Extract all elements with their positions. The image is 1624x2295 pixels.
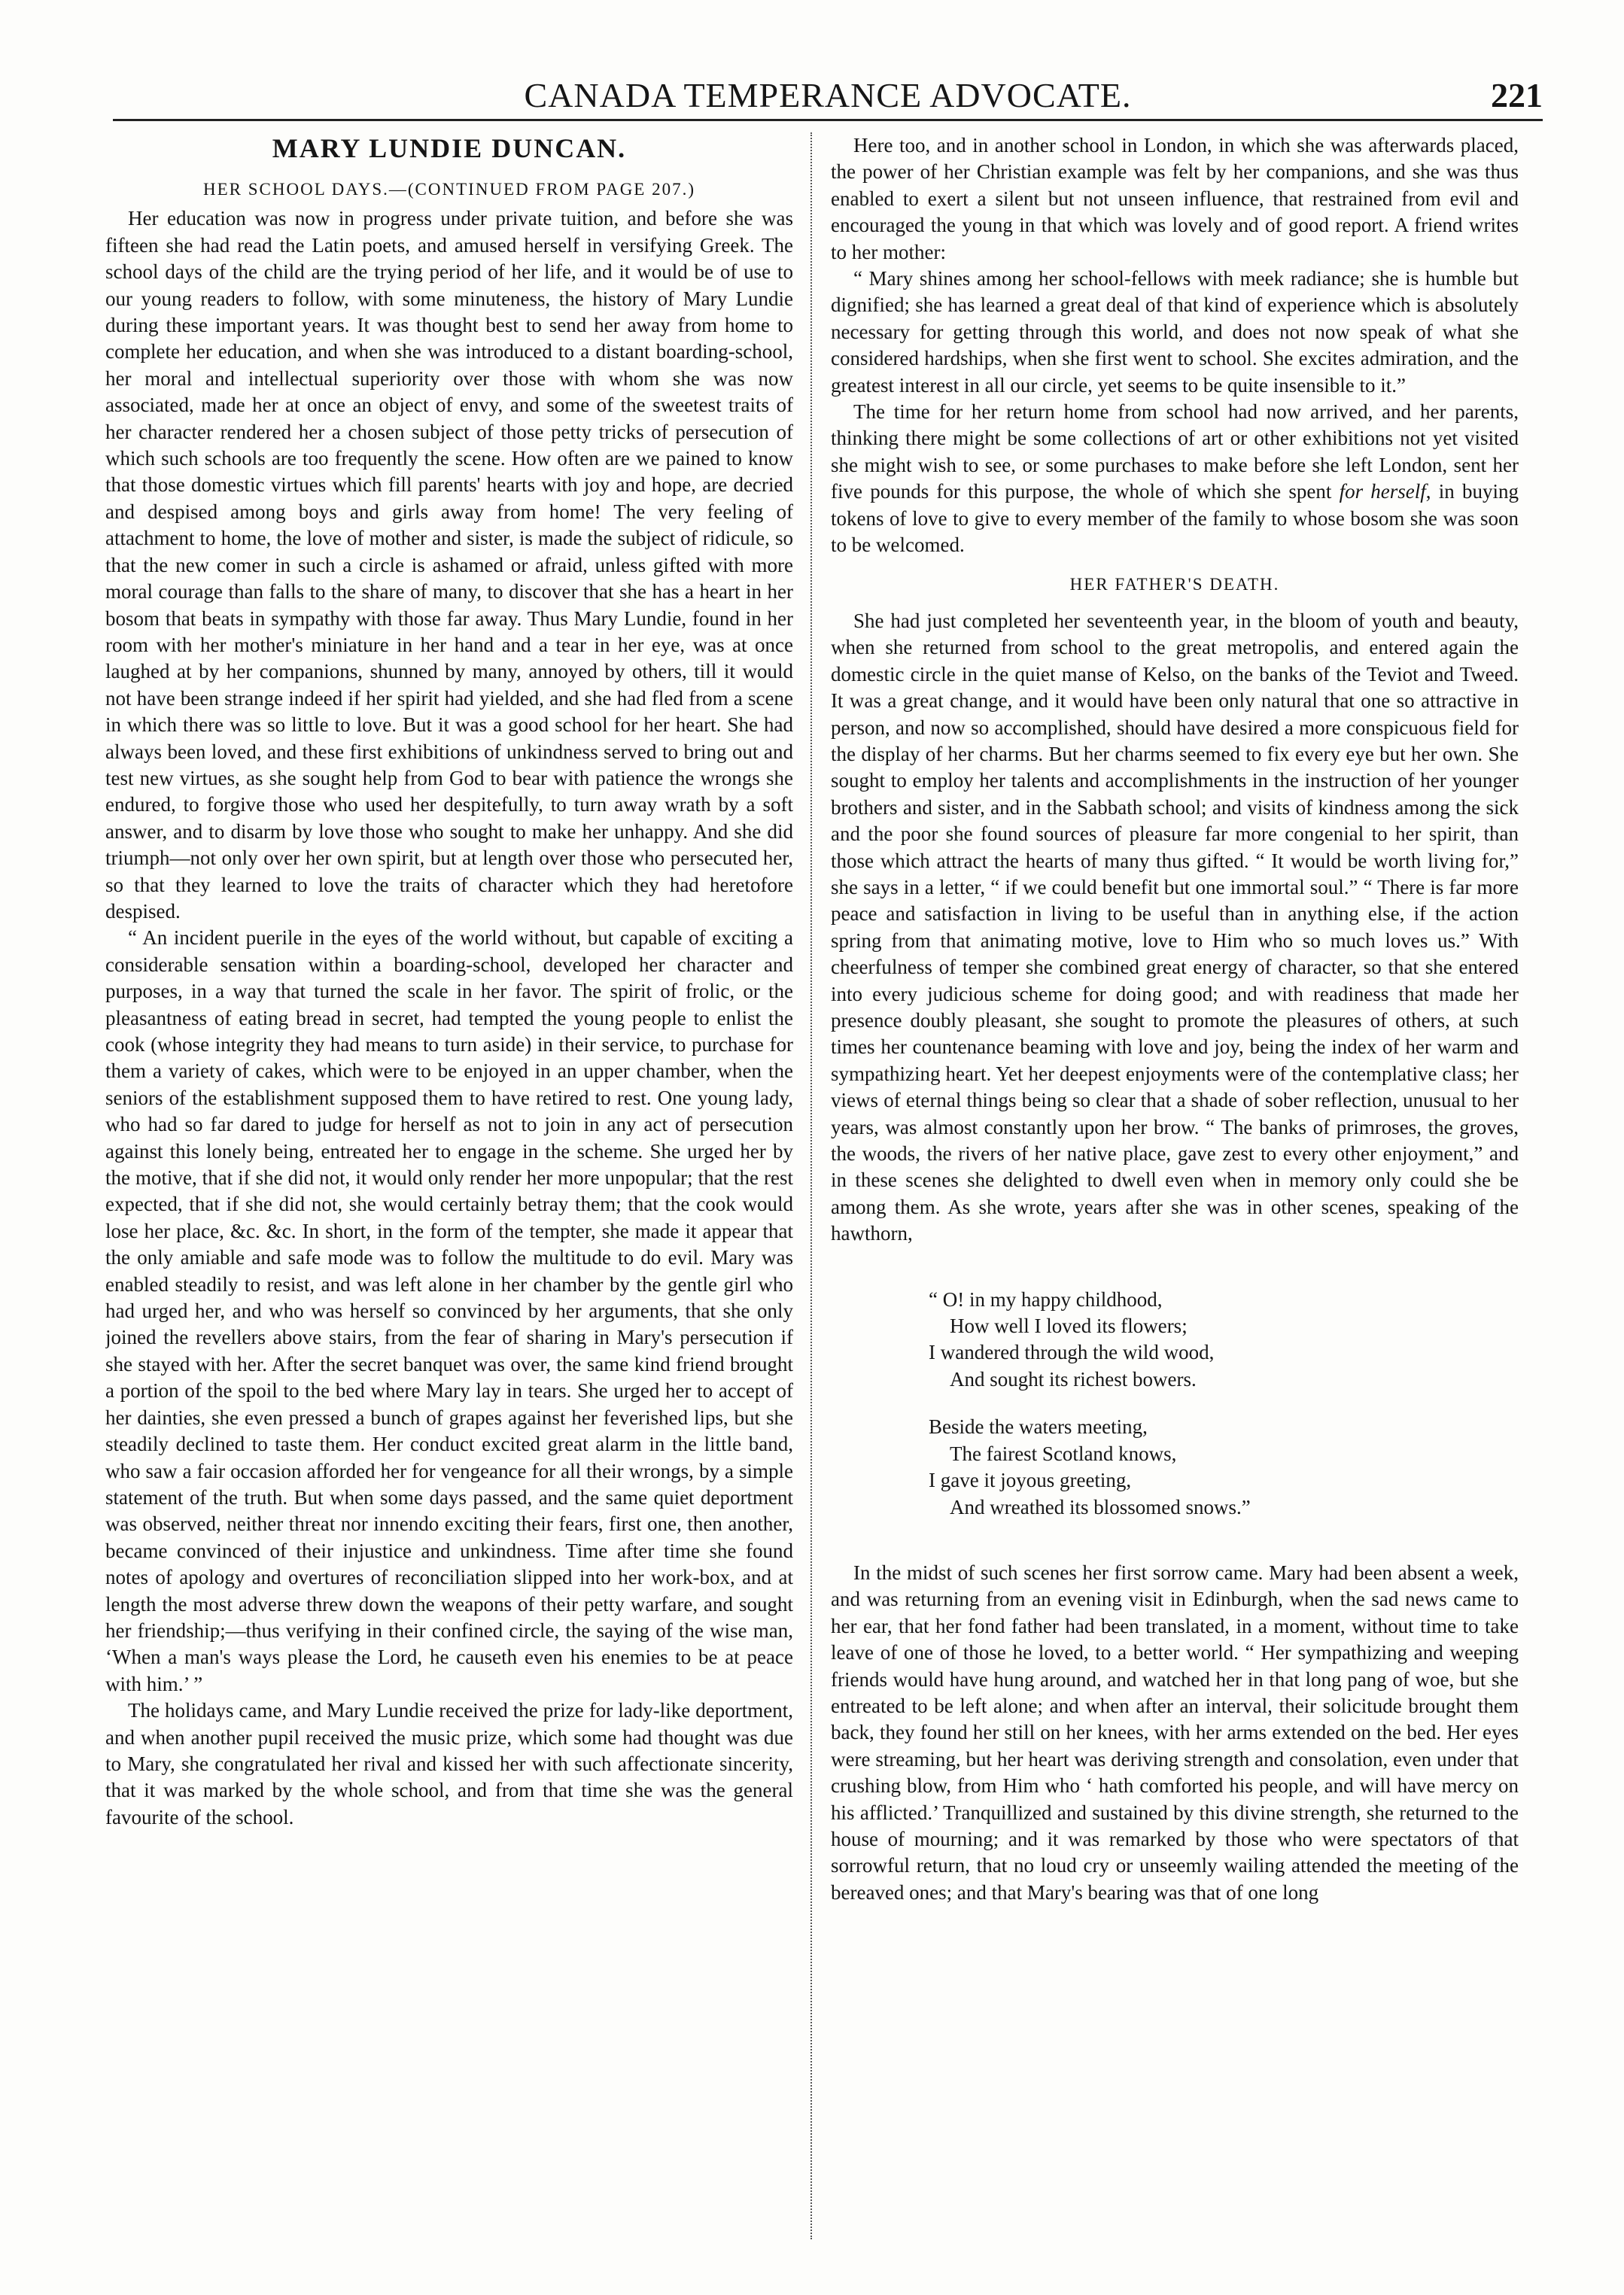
article-title: MARY LUNDIE DUNCAN.	[272, 133, 627, 163]
paragraph: “ An incident puerile in the eyes of the world without, but capable of exciting a considerable sensation within a boarding-school, developed her character and purposes, in a way that turned the scale in her favor. The spirit of frolic, or the pleasantness of eating bread in secret, had tempted the young people to enlist the cook (whose integrity they had means to turn aside) in their service, to purchase for them a variety of cakes, which were to be enjoyed in an upper chamber, when the seniors of the establishment supposed them to have retired to rest. One young lady, who had so far dared to judge for herself as not to join in any act of persecution against this lonely being, entreated her to engage in the scheme. She urged her by the motive, that if she did not, it would only render her more unpopular; that the rest expected, that if she did not, she would certainly betray them; that the cook would lose her place, &c. &c. In short, in the form of the tempter, she made it appear that the only amiable and safe mode was to follow the multitude to do evil. Mary was enabled steadily to resist, and was left alone in her chamber by the gentle girl who had urged her, and who was herself so convinced by her arguments, that she only joined the revellers above stairs, from the fear of sharing in Mary's persecution if she stayed with her. After the secret banquet was over, the same kind friend brought a portion of the spoil to the bed where Mary lay in tears. She urged her to accept of her dainties, she even pressed a bunch of grapes against her feverished lips, but she steadily declined to taste them. Her conduct excited great alarm in the little band, who saw a fair occasion afforded her for vengeance for all their wrongs, by a simple statement of the truth. But when some days passed, and the same quiet deportment was observed, neither threat nor innendo exciting their fears, first one, then another, became convinced of their injustice and unkindness. Time after time she found notes of apology and overtures of reconciliation slipped into her work-box, and at length the most adverse threw down the weapons of their petty warfare, and sought her friendship;—thus verifying in their confined circle, the saying of the wise man, ‘When a man's ways please the Lord, he causeth even his enemies to be at peace with him.’ ”	[105, 926, 793, 1695]
poem-line: I gave it joyous greeting,	[929, 1469, 1132, 1492]
paragraph: She had just completed her seventeenth year, in the bloom of youth and beauty, when she returned from school to the great metropolis, and entered again the domestic circle in the quiet manse of Kelso, on the banks of the Teviot and Tweed. It was a great change, and it would have been only natural that one so attractive in person, and now so accomplished, should have desired a more conspicuous field for the display of her charms. But her charms seemed to fix every eye but her own. She sought to employ her talents and accomplishments in the instruction of her younger brothers and sister, and in the Sabbath school; and visits of kindness among the sick and the poor she found sources of pleasure far more congenial to her spirit, than those which attract the hearts of many thus gifted. “ It would be worth living for,” she says in a letter, “ if we could benefit but one immortal soul.” “ There is far more peace and satisfaction in living to be useful than in anything else, if the action spring from that animating motive, love to Him who so much loves us.” With cheerfulness of temper she combined great energy of character, so that she entered into every judicious scheme for doing good; and with readiness that made her presence doubly pleasant, she sought to promote the pleasures of others, at such times her countenance beaming with love and joy, being the index of her warm and sympathizing heart. Yet her deepest enjoyments were of the contemplative class; her views of eternal things being so clear that a shade of sober reflection, unusual to her years, was almost constantly upon her brow. “ The banks of primroses, the groves, the woods, the rivers of her native place, gave zest to every other enjoyment,” and in these scenes she delighted to dwell even when in memory only could she be among them. As she wrote, years after she was in other scenes, speaking of the hawthorn,	[831, 609, 1519, 1245]
paragraph: Here too, and in another school in London, in which she was afterwards placed, the power of her Christian example was felt by her companions, and she was thus enabled to exert a silent but not unseen influence, that restrained from evil and encouraged the young in that which was lovely and of good report. A friend writes to her mother:	[831, 134, 1519, 263]
paragraph: Her education was now in progress under private tuition, and before she was fifteen she had read the Latin poets, and amused herself in versifying Greek. The school days of the child are the trying period of her life, and it would be of use to our young readers to follow, with some minuteness, the history of Mary Lundie during these important years. It was thought best to send her away from home to complete her education, and when she was introduced to a distant boarding-school, her moral and intellectual superiority over those with whom she was now associated, made her at once an object of envy, and some of the sweetest traits of her character rendered her a chosen subject of those petty tricks of persecution of which such schools are too frequently the scene. How often are we pained to know that those domestic virtues which fill parents' hearts with joy and hope, are decried and despised among boys and girls away from home! The very feeling of attachment to home, the love of mother and sister, is made the subject of ridicule, so that the new comer in such a circle is ashamed or afraid, unless gifted with more moral courage than falls to the share of many, to discover that she has a heart in her bosom that beats in sympathy with those far away. Thus Mary Lundie, found in her room with her mother's miniature in her hand and a tear in her eye, was at once laughed at by her companions, shunned by many, annoyed by others, till it would not have been strange indeed if her spirit had yielded, and she had fled from a scene in which there was so little to love. But it was a good school for her heart. She had always been loved, and these first exhibitions of unkindness served to bring out and test new virtues, as she sought help from God to bear with patience the wrongs she endured, to forgive those who used her despitefully, to turn away wrath by a soft answer, and to disarm by love those who sought to make her unhappy. And she did triumph—not only over her own spirit, but at length over those who persecuted her, so that they learned to love the traits of character which they had heretofore despised.	[105, 207, 793, 923]
page-header	[113, 72, 1543, 121]
emphasis-text: for herself	[1339, 480, 1426, 503]
paragraph: “ Mary shines among her school-fellows with meek radiance; she is humble but dignified; she has learned a great deal of that kind of experience which is absolutely necessary for getting through this world, and does not now speak of what she considered hardships, when she first went to school. She excites admiration, and the greatest interest in all our circle, yet seems to be quite insensible to it.”	[831, 267, 1519, 397]
column-divider	[810, 132, 812, 2239]
poem-line: How well I loved its flowers;	[950, 1315, 1188, 1338]
text-span: The time for her return home from school had now arrived, and her parents, thinking there might be some collections of art or other exhibitions not yet visited she might wish to see, or some purchases to make before she left London, sent her five pounds for this purpose, the whole of which she spent	[831, 400, 1519, 503]
poem-line: The fairest Scotland knows,	[950, 1442, 1177, 1465]
poem	[831, 1287, 1519, 1521]
poem-line: And wreathed its blossomed snows.”	[950, 1495, 1251, 1518]
left-column	[105, 132, 793, 2247]
poem-stanza	[929, 1287, 1519, 1394]
paragraph: The holidays came, and Mary Lundie received the prize for lady-like deportment, and when another pupil received the music prize, which some had thought was due to Mary, she congratulated her rival and kissed her with such affectionate sincerity, that it was marked by the whole school, and from that time she was the general favourite of the school.	[105, 1699, 793, 1828]
poem-line: I wandered through the wild wood,	[929, 1341, 1215, 1364]
poem-stanza	[929, 1414, 1519, 1521]
page-number: 221	[1491, 76, 1543, 114]
paragraph	[831, 399, 1519, 558]
poem-line: And sought its richest bowers.	[950, 1367, 1197, 1391]
section-heading: HER FATHER'S DEATH.	[1069, 574, 1280, 594]
article-subtitle: HER SCHOOL DAYS.—(CONTINUED FROM PAGE 207.)	[202, 180, 696, 199]
text-span: , in buying tokens of love to give to every member of the family to whose bosom she was soon to be welcomed.	[831, 480, 1519, 557]
poem-line: Beside the waters meeting,	[929, 1415, 1148, 1439]
running-head: CANADA TEMPERANCE ADVOCATE.	[524, 76, 1132, 114]
right-column	[831, 132, 1519, 2247]
poem-line: “ O! in my happy childhood,	[929, 1287, 1163, 1311]
paragraph: In the midst of such scenes her first sorrow came. Mary had been absent a week, and was returning from an evening visit in Edinburgh, when the sad news came to her ear, that her fond father had been translated, in a moment, without time to take leave of one of those he loved, to a better world. “ Her sympathizing and weeping friends would have hung around, and watched her in that long pang of woe, but she entreated to be left alone; and when after an interval, their solicitude brought them back, they found her still on her knees, with her arms extended on the bed. Her eyes were streaming, but her heart was deriving strength and consolation, even under that crushing blow, from Him who ‘ hath comforted his people, and will have mercy on his afflicted.’ Tranquillized and sustained by this divine strength, she returned to the house of mourning; and it was remarked by those who were spectators of that sorrowful return, that no loud cry or unseemly wailing attended the meeting of the bereaved ones; and that Mary's bearing was that of one long	[831, 1561, 1519, 1904]
